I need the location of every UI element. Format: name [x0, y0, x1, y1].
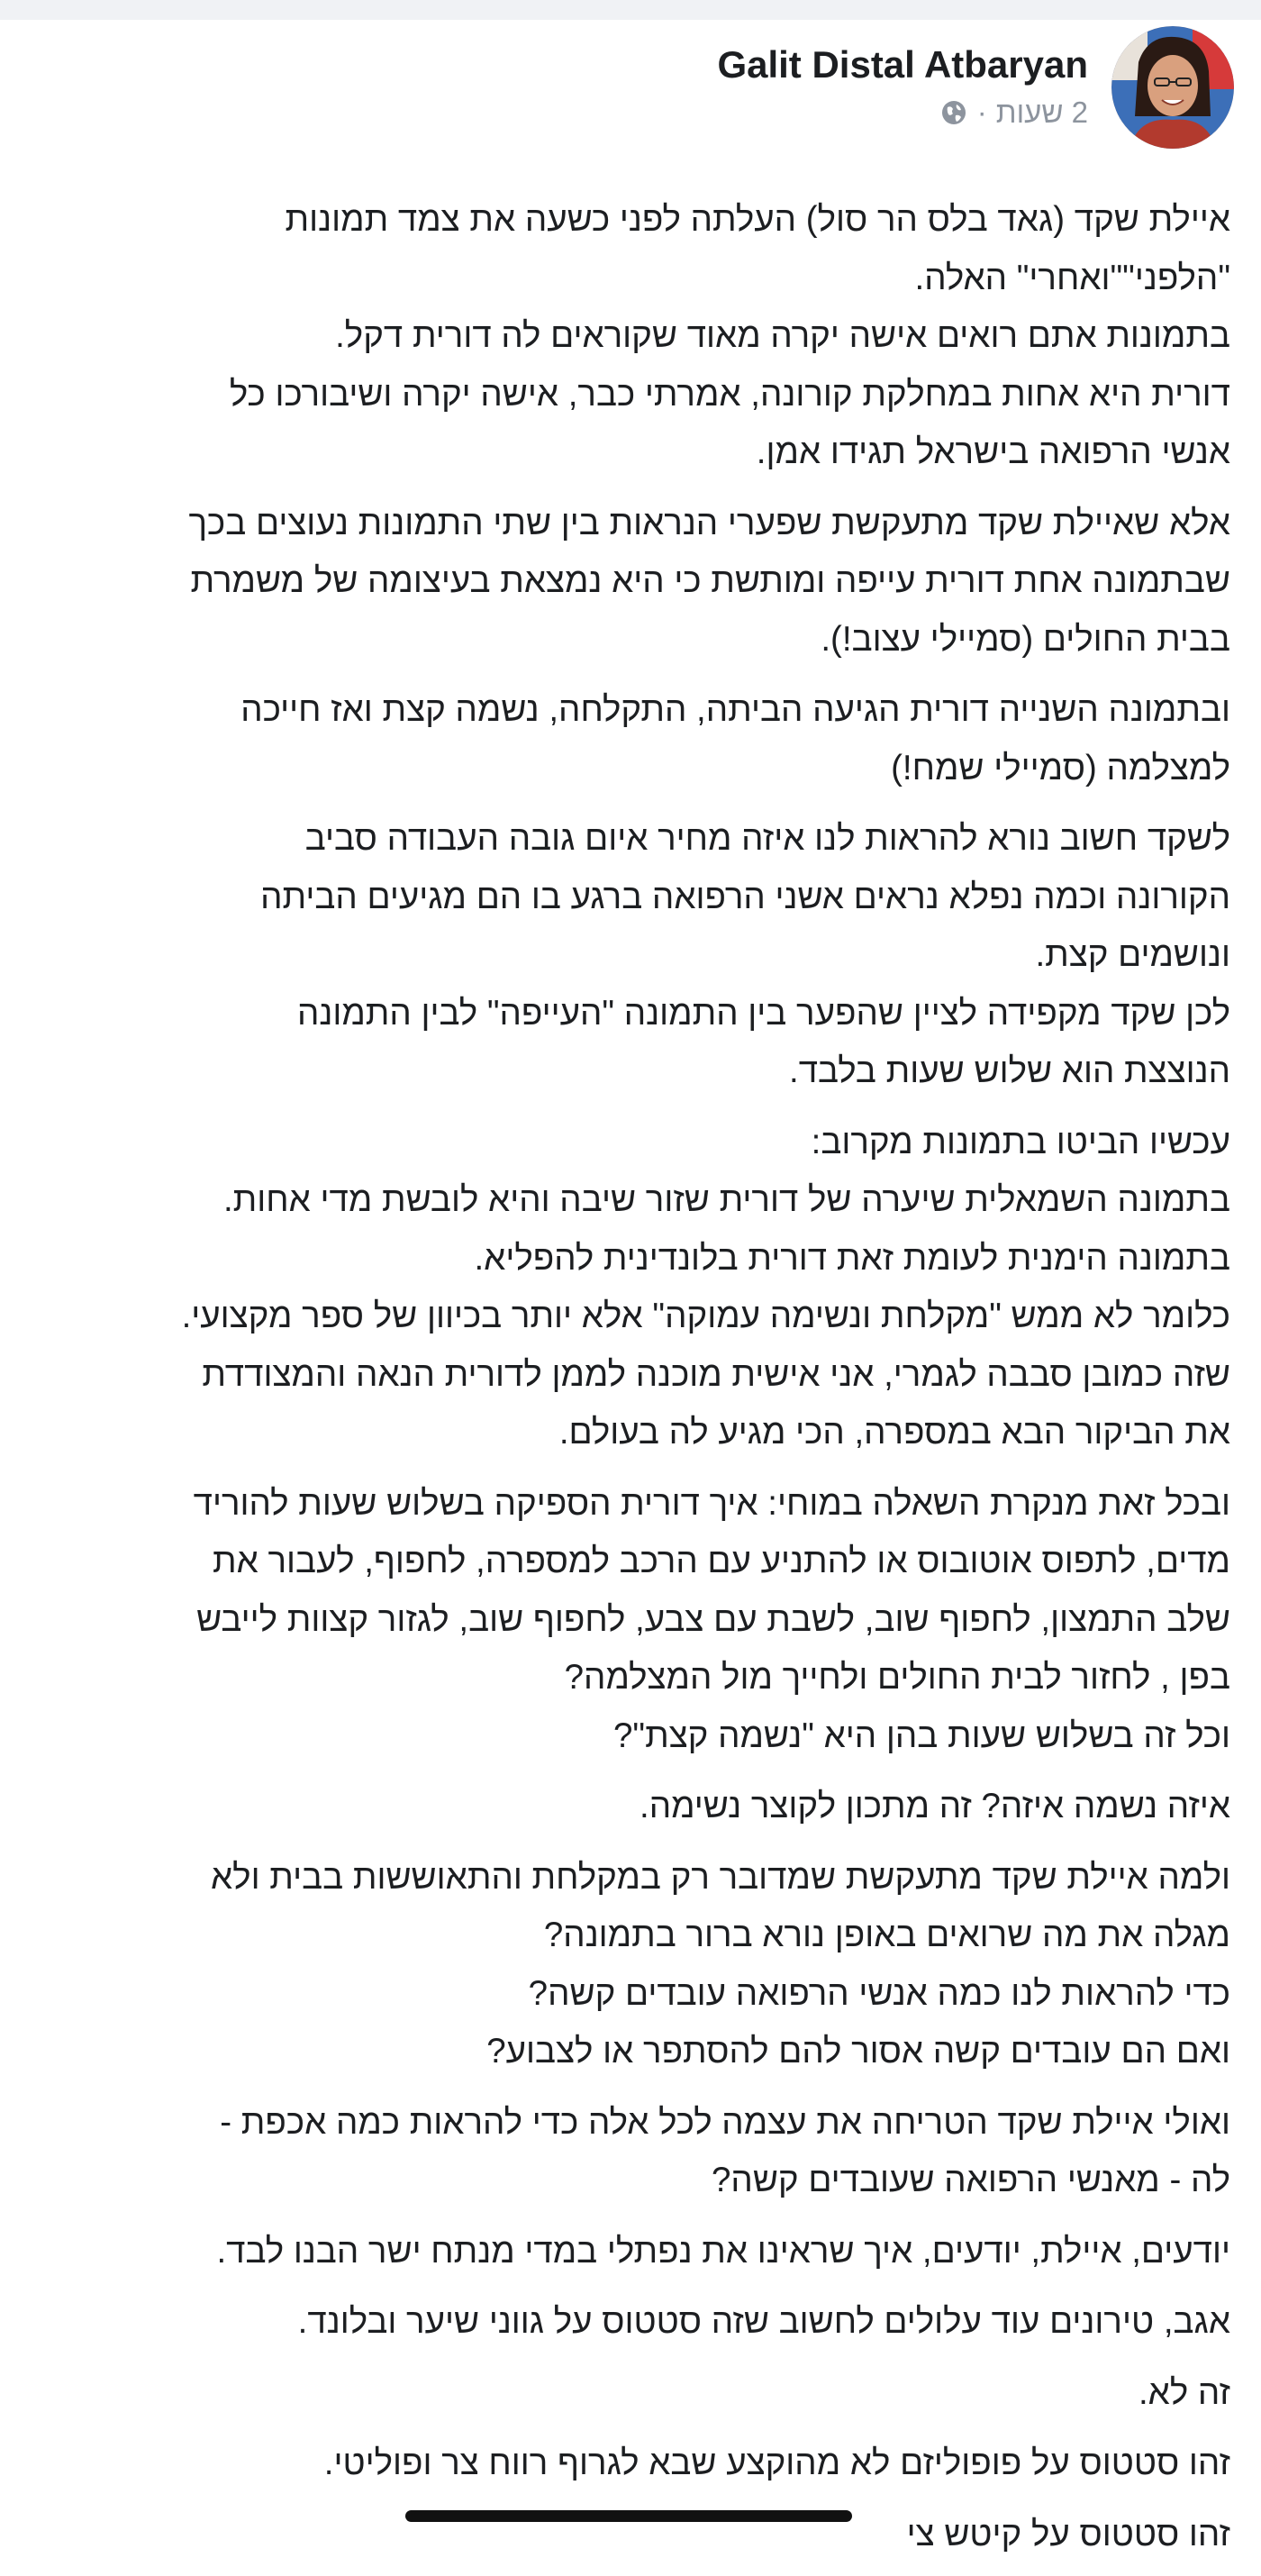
post-text-line: בפן , לחזור לבית החולים ולחייך מול המצלמה? [564, 1658, 1230, 1697]
post-paragraph [32, 2223, 1230, 2281]
post-text-line: למצלמה (סמיילי שמח!) [891, 748, 1230, 787]
post-paragraph [32, 810, 1230, 1101]
post-text-line: שזה כמובן סבבה לגמרי, אני אישית מוכנה לממן לדורית הנאה והמצודדת [202, 1354, 1230, 1394]
post-time[interactable]: 2 שעות [995, 96, 1088, 129]
post-text-line: ולמה איילת שקד מתעקשת שמדובר רק במקלחת והתאוששות בבית ולא [211, 1857, 1230, 1897]
post-text-line: זה לא. [1138, 2372, 1230, 2412]
avatar-photo [1111, 26, 1234, 149]
post-text-line: את הביקור הבא במספרה, הכי מגיע לה בעולם. [558, 1413, 1230, 1452]
post-text-line: מדים, לתפוס אוטובוס או להתניע עם הרכב למספרה, לחפוף, לעבור את [213, 1542, 1230, 1580]
post-text-line: וכל זה בשלוש שעות בהן היא "נשמה קצת"? [613, 1716, 1230, 1755]
post-paragraph [32, 2435, 1230, 2493]
post-text-line: איילת שקד (גאד בלס הר סול) העלתה לפני כשעה את צמד תמונות [285, 200, 1230, 239]
post-text-line: בתמונות אתם רואים אישה יקרה מאוד שקוראים לה דורית דקל. [335, 316, 1230, 355]
post-text-line: יודעים, איילת, יודעים, איך שראינו את נפתלי במדי מנתח ישר הבנו לבד. [216, 2231, 1230, 2271]
post-paragraph [32, 2094, 1230, 2210]
home-indicator[interactable] [405, 2510, 852, 2522]
post-paragraph [32, 1778, 1230, 1836]
post-text-line: זהו סטטוס על פופוליזם לא מהוקצע שבא לגרוף רווח צר ופוליטי. [323, 2444, 1230, 2482]
post-text-line: כלומר לא ממש "מקלחת ונשימה עמוקה" אלא יותר בכיוון של ספר מקצועי. [181, 1297, 1230, 1335]
post-text-line: בתמונה השמאלית שיערה של דורית שזור שיבה והיא לובשת מדי אחות. [222, 1180, 1230, 1219]
post-text-line: הנוצצת הוא שלוש שעות בלבד. [789, 1051, 1230, 1090]
post-paragraph [32, 2293, 1230, 2352]
post-paragraph [32, 495, 1230, 669]
post-text-line: אגב, טירונים עוד עלולים לחשוב שזה סטטוס על גווני שיער ובלונד. [297, 2302, 1230, 2341]
post-body [32, 191, 1230, 2576]
post-paragraph [32, 1849, 1230, 2081]
post-paragraph [32, 681, 1230, 797]
post-text-line: בבית החולים (סמיילי עצוב!). [821, 619, 1230, 659]
post-text-line: איזה נשמה איזה? זה מתכון לקוצר נשימה. [640, 1787, 1230, 1825]
post-text-line: בתמונה הימנית לעומת זאת דורית בלונדינית להפליא. [474, 1238, 1230, 1278]
post-text-line: דורית היא אחות במחלקת קורונה, אמרתי כבר, אישה יקרה ושיבורכו כל [229, 374, 1230, 414]
post-paragraph [32, 1475, 1230, 1766]
post-header [717, 20, 1234, 155]
post-text-line: ונושמים קצת. [1035, 935, 1230, 974]
post-paragraph [32, 191, 1230, 482]
post-text-line: מגלה את מה שרואים באופן נורא ברור בתמונה? [543, 1916, 1230, 1954]
post-text-line: לשקד חשוב נורא להראות לנו איזה מחיר איום גובה העבודה סביב [304, 819, 1230, 858]
post-text-line: ובכל זאת מנקרת השאלה במוחי: איך דורית הספיקה בשלוש שעות להוריד [193, 1483, 1230, 1523]
globe-icon [939, 98, 968, 127]
post-text-line: אנשי הרפואה בישראל תגידו אמן. [756, 432, 1230, 471]
post-text-line: שלב התמצון, לחפוף שוב, לשבת עם צבע, לחפוף שוב, לגזור קצוות לייבש [196, 1599, 1230, 1639]
post-text-line: כדי להראות לנו כמה אנשי הרפואה עובדים קשה? [528, 1973, 1230, 2013]
post-text-line: שבתמונה אחת דורית עייפה ומותשת כי היא נמצאת בעיצומה של משמרת [190, 561, 1230, 600]
avatar[interactable] [1111, 26, 1234, 149]
post-text-line: "הלפני""ואחרי" האלה. [914, 258, 1230, 297]
author-block [717, 41, 1088, 133]
top-status-strip [0, 0, 1261, 20]
post-meta [717, 92, 1088, 133]
post-paragraph [32, 1114, 1230, 1462]
author-name[interactable]: Galit Distal Atbaryan [717, 43, 1088, 86]
post-text-line: הקורונה וכמה נפלא נראים אשני הרפואה ברגע בו הם מגיעים הביתה [260, 877, 1230, 916]
post-text-line: ובתמונה השנייה דורית הגיעה הביתה, התקלחה, נשמה קצת ואז חייכה [240, 690, 1230, 729]
post-paragraph [32, 2364, 1230, 2423]
post-text-line: אלא שאיילת שקד מתעקשת שפערי הנראות בין שתי התמונות נעוצים בכך [188, 503, 1230, 542]
post-text-line: זהו סטטוס על קיטש צי [906, 2514, 1230, 2553]
post-text-line: ואולי איילת שקד הטריחה את עצמה לכל אלה כדי להראות כמה אכפת - [220, 2102, 1230, 2142]
post-text-line: ואם הם עובדים קשה אסור להם להסתפר או לצבוע? [486, 2032, 1230, 2071]
meta-separator: · [976, 96, 987, 129]
post-text-line: עכשיו הביטו בתמונות מקרוב: [811, 1122, 1230, 1161]
post-text-line: לכן שקד מקפידה לציין שהפער בין התמונה "העייפה" לבין התמונה [296, 993, 1230, 1033]
post-text-line: לה - מאנשי הרפואה שעובדים קשה? [712, 2161, 1230, 2199]
